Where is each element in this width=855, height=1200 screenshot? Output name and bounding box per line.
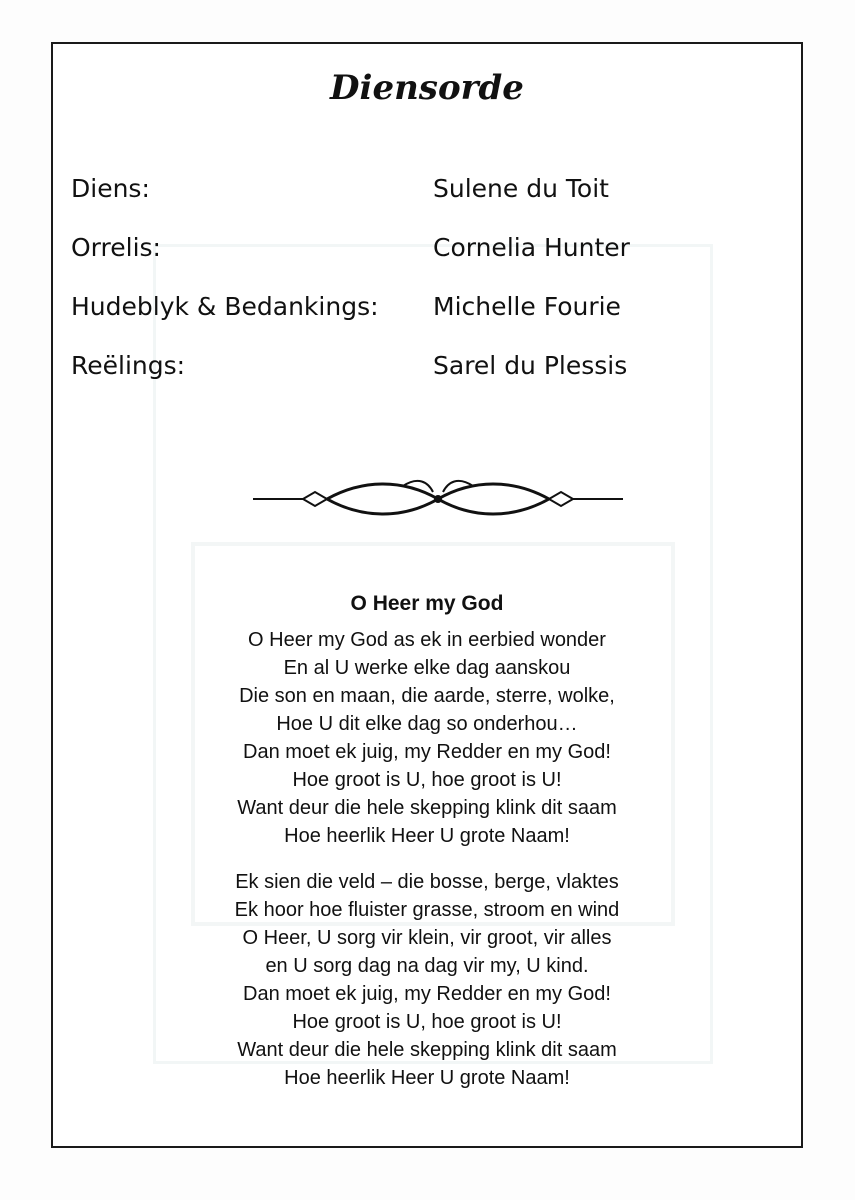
verse-line: Hoe heerlik Heer U grote Naam!	[284, 1067, 570, 1089]
role-row	[71, 292, 771, 351]
verse-line: Hoe U dit elke dag so onderhou…	[276, 713, 578, 735]
role-name: Sarel du Plessis	[433, 351, 628, 380]
role-name: Sulene du Toit	[433, 174, 609, 203]
verse-line: Hoe groot is U, hoe groot is U!	[292, 769, 562, 791]
role-label: Diens:	[71, 174, 150, 203]
verse-line: Ek hoor hoe fluister grasse, stroom en wind	[234, 899, 620, 921]
hymn-verse	[53, 626, 801, 850]
role-label: Reëlings:	[71, 351, 186, 380]
role-name: Michelle Fourie	[433, 292, 621, 321]
verse-line: O Heer, U sorg vir klein, vir groot, vir alles	[242, 927, 612, 949]
hymn-verse	[53, 868, 801, 1092]
role-row	[71, 174, 771, 233]
role-row	[71, 351, 771, 410]
role-label: Hudeblyk & Bedankings:	[71, 292, 379, 321]
page-title: Diensorde	[330, 68, 524, 108]
hymn-title: O Heer my God	[350, 592, 504, 615]
verse-line: O Heer my God as ek in eerbied wonder	[248, 629, 606, 651]
role-name: Cornelia Hunter	[433, 233, 630, 262]
verse-line: en U sorg dag na dag vir my, U kind.	[265, 955, 589, 977]
verse-line: Dan moet ek juig, my Redder en my God!	[243, 983, 611, 1005]
verse-line: Die son en maan, die aarde, sterre, wolke,	[239, 685, 615, 707]
verse-line: En al U werke elke dag aanskou	[283, 657, 571, 679]
roles-list	[71, 174, 771, 410]
verse-line: Want deur die hele skepping klink dit saam	[237, 1039, 617, 1061]
role-row	[71, 233, 771, 292]
verse-line: Want deur die hele skepping klink dit saam	[237, 797, 617, 819]
page-frame	[51, 42, 803, 1148]
scroll-flourish-icon	[253, 474, 623, 524]
verse-line: Ek sien die veld – die bosse, berge, vlaktes	[235, 871, 619, 893]
verse-line: Hoe heerlik Heer U grote Naam!	[284, 825, 570, 847]
verse-line: Dan moet ek juig, my Redder en my God!	[243, 741, 611, 763]
role-label: Orrelis:	[71, 233, 161, 262]
verse-line: Hoe groot is U, hoe groot is U!	[292, 1011, 562, 1033]
hymn	[53, 592, 801, 1110]
